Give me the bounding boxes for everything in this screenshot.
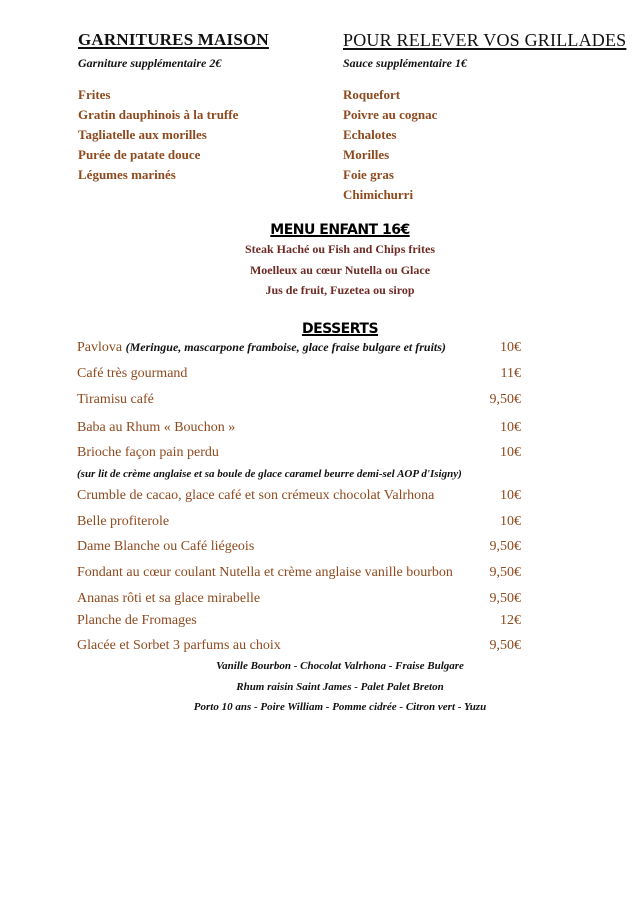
dessert-price: 10€ — [500, 420, 521, 435]
sauce-item: Poivre au cognac — [343, 107, 438, 122]
sauces-title: POUR RELEVER VOS GRILLADES — [343, 30, 627, 50]
flavour-line: Porto 10 ans - Poire William - Pomme cidrée - Citron vert - Yuzu — [193, 701, 487, 713]
sauce-item: Echalotes — [343, 127, 397, 142]
dessert-name: Café très gourmand — [77, 366, 188, 381]
dessert-name: Fondant au cœur coulant Nutella et crème anglaise vanille bourbon — [77, 565, 453, 580]
dessert-name: Planche de Fromages — [77, 613, 197, 628]
garniture-item: Gratin dauphinois à la truffe — [78, 107, 239, 122]
dessert-price: 10€ — [500, 340, 521, 355]
garniture-item: Purée de patate douce — [78, 147, 201, 162]
dessert-name — [77, 340, 446, 356]
sauce-item: Roquefort — [343, 87, 401, 102]
dessert-price: 10€ — [500, 445, 521, 460]
dessert-name-text: Pavlova — [77, 340, 123, 355]
garniture-item: Frites — [78, 87, 111, 102]
dessert-name: Dame Blanche ou Café liégeois — [77, 539, 255, 554]
sauce-item: Chimichurri — [343, 187, 414, 202]
sauce-item: Morilles — [343, 147, 390, 162]
dessert-price: 10€ — [500, 488, 521, 503]
menu-enfant-item: Jus de fruit, Fuzetea ou sirop — [265, 283, 415, 297]
sauce-item: Foie gras — [343, 167, 394, 182]
flavour-line: Vanille Bourbon - Chocolat Valrhona - Fraise Bulgare — [216, 660, 464, 672]
dessert-note: (sur lit de crème anglaise et sa boule de glace caramel beurre demi-sel AOP d'Isigny) — [77, 468, 462, 480]
menu-enfant-item: Moelleux au cœur Nutella ou Glace — [249, 263, 431, 277]
dessert-price: 9,50€ — [489, 392, 521, 407]
dessert-name: Tiramisu café — [77, 392, 154, 407]
flavour-line: Rhum raisin Saint James - Palet Palet Breton — [236, 681, 444, 693]
dessert-name: Belle profiterole — [77, 514, 170, 529]
menu-enfant-item: Steak Haché ou Fish and Chips frites — [244, 242, 436, 256]
dessert-price: 9,50€ — [489, 565, 521, 580]
dessert-description: (Meringue, mascarpone framboise, glace fraise bulgare et fruits) — [125, 340, 446, 354]
menu-enfant-title: MENU ENFANT 16€ — [270, 222, 410, 238]
garnitures-subtitle: Garniture supplémentaire 2€ — [78, 56, 222, 70]
dessert-price: 11€ — [500, 366, 521, 381]
dessert-price: 9,50€ — [489, 591, 521, 606]
dessert-price: 12€ — [500, 613, 521, 628]
garniture-item: Légumes marinés — [78, 167, 176, 182]
desserts-title: DESSERTS — [301, 321, 379, 337]
dessert-name: Glacée et Sorbet 3 parfums au choix — [77, 638, 281, 653]
dessert-name: Crumble de cacao, glace café et son crémeux chocolat Valrhona — [77, 488, 435, 503]
dessert-name: Ananas rôti et sa glace mirabelle — [77, 591, 261, 606]
sauces-subtitle: Sauce supplémentaire 1€ — [343, 56, 468, 70]
dessert-price: 9,50€ — [489, 539, 521, 554]
dessert-price: 10€ — [500, 514, 521, 529]
dessert-name: Brioche façon pain perdu — [77, 445, 219, 460]
garnitures-title: GARNITURES MAISON — [78, 30, 269, 49]
garniture-item: Tagliatelle aux morilles — [78, 127, 207, 142]
dessert-price: 9,50€ — [489, 638, 521, 653]
dessert-name: Baba au Rhum « Bouchon » — [77, 420, 236, 435]
